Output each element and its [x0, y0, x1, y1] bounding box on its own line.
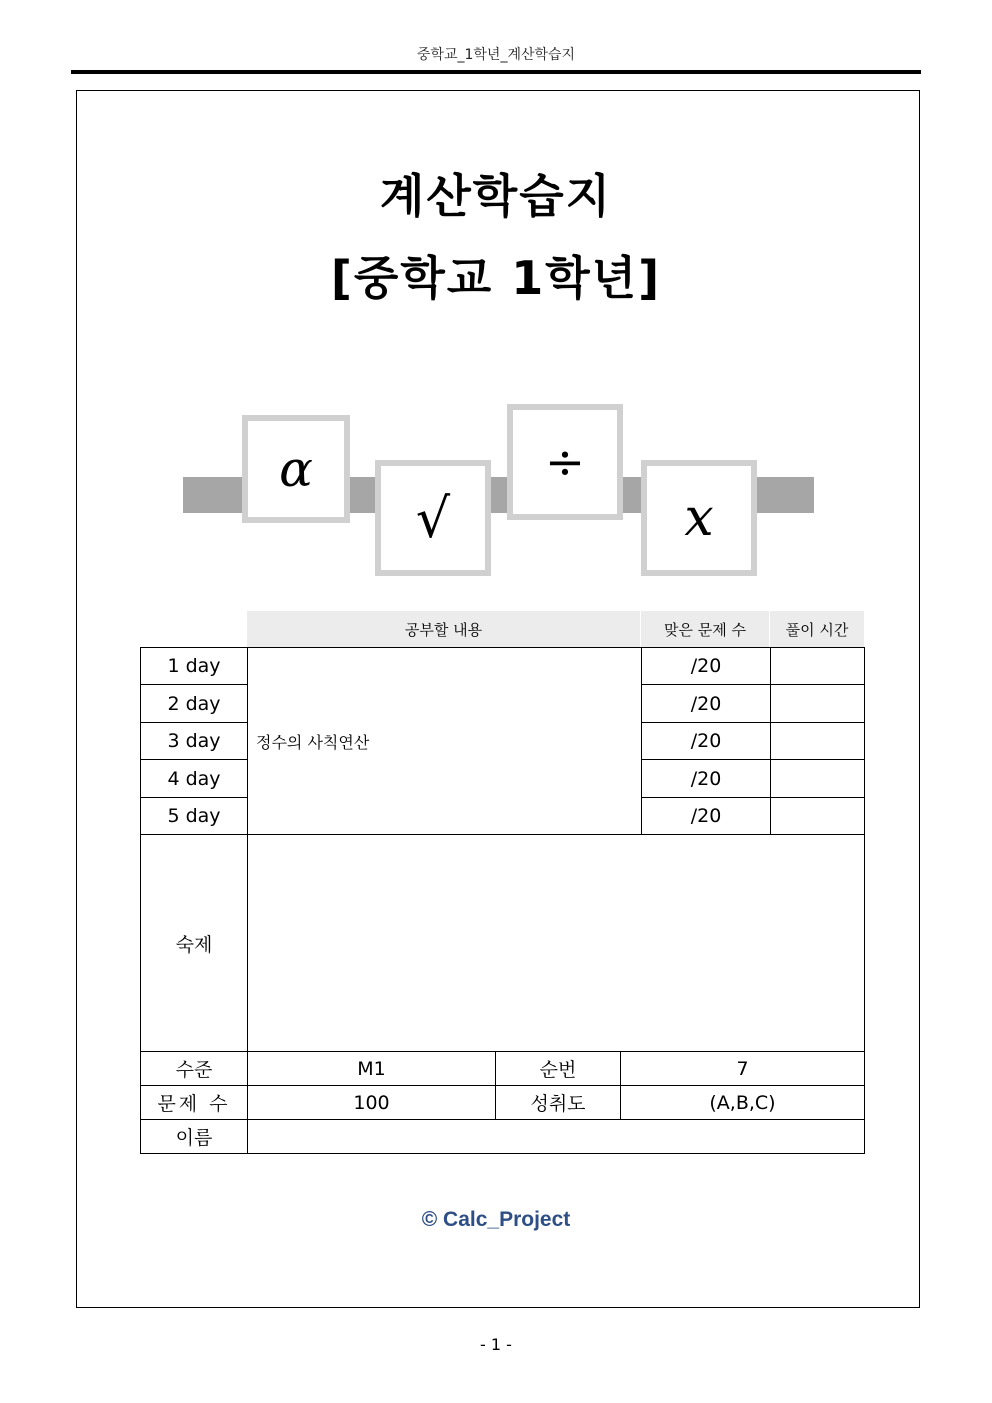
copyright: © Calc_Project: [421, 1208, 571, 1231]
day-label: 4 day: [140, 759, 247, 797]
sqrt-icon: √: [415, 486, 451, 550]
homework-label: 숙제: [140, 834, 247, 1051]
alpha-box: [242, 415, 350, 523]
study-content: 정수의 사칙연산: [247, 647, 641, 834]
level-label: 수준: [140, 1051, 247, 1085]
score-cell: /20: [641, 647, 770, 684]
time-cell[interactable]: [770, 647, 864, 684]
name-field[interactable]: [247, 1119, 864, 1153]
header-time: 풀이 시간: [770, 611, 864, 647]
time-cell[interactable]: [770, 722, 864, 759]
x-box: [641, 460, 757, 576]
x-icon: x: [684, 488, 714, 548]
score-cell: /20: [641, 759, 770, 797]
time-cell[interactable]: [770, 684, 864, 722]
level-value: M1: [247, 1051, 495, 1085]
header-rule: [71, 70, 921, 74]
order-value: 7: [620, 1051, 864, 1085]
achievement-label: 성취도: [495, 1085, 620, 1119]
time-cell[interactable]: [770, 759, 864, 797]
time-cell[interactable]: [770, 797, 864, 834]
page-number: - 1 -: [480, 1335, 512, 1354]
running-header: 중학교_1학년_계산학습지: [416, 47, 576, 63]
page-title: 계산학습지: [379, 169, 613, 223]
score-cell: /20: [641, 797, 770, 834]
alpha-icon: α: [279, 440, 313, 498]
day-label: 5 day: [140, 797, 247, 834]
score-cell: /20: [641, 684, 770, 722]
header-correct: 맞은 문제 수: [641, 611, 769, 647]
order-label: 순번: [495, 1051, 620, 1085]
sqrt-box: [375, 460, 491, 576]
score-cell: /20: [641, 722, 770, 759]
day-label: 2 day: [140, 684, 247, 722]
header-content: 공부할 내용: [247, 611, 640, 647]
table-body: [140, 647, 865, 1154]
homework-area[interactable]: [247, 834, 864, 1051]
day-label: 1 day: [140, 647, 247, 684]
achievement-value: (A,B,C): [620, 1085, 864, 1119]
divide-icon: ÷: [544, 434, 586, 490]
count-value: 100: [247, 1085, 495, 1119]
count-label: 문제 수: [140, 1085, 247, 1119]
day-label: 3 day: [140, 722, 247, 759]
page-subtitle: [중학교 1학년]: [330, 251, 662, 305]
divide-box: [507, 404, 623, 520]
name-label: 이름: [140, 1119, 247, 1153]
